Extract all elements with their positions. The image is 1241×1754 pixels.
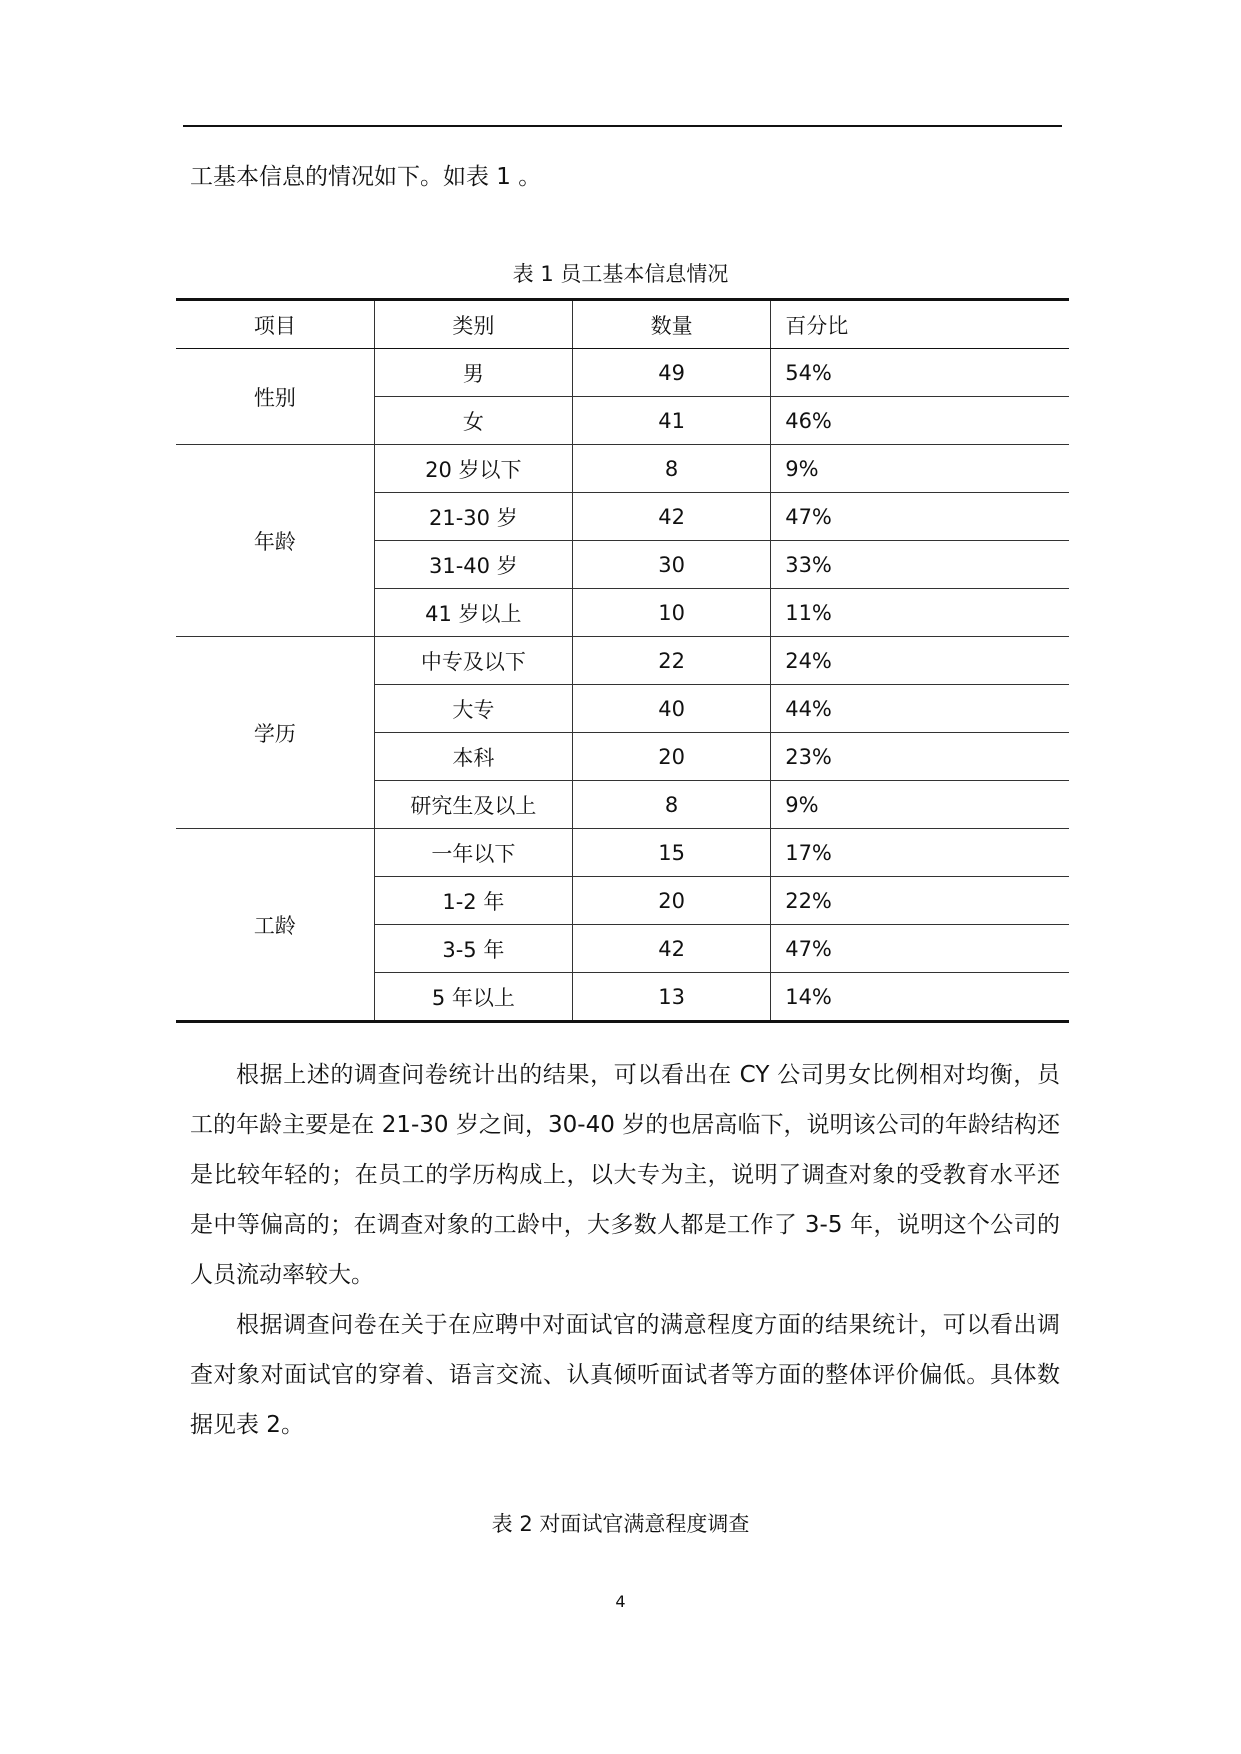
percent-cell: 9% (771, 445, 1069, 493)
percent-cell: 33% (771, 541, 1069, 589)
count-cell: 42 (572, 493, 770, 541)
percent-cell: 54% (771, 349, 1069, 397)
table2-caption: 表 2 对面试官满意程度调查 (491, 1512, 750, 1536)
table1-caption: 表 1 员工基本信息情况 (512, 262, 729, 286)
header-rule (183, 125, 1062, 127)
count-cell: 20 (572, 877, 770, 925)
percent-cell: 47% (771, 925, 1069, 973)
group-item-cell: 学历 (176, 637, 374, 829)
paragraph: 根据调查问卷在关于在应聘中对面试官的满意程度方面的结果统计，可以看出调查对象对面试官的穿着、语言交流、认真倾听面试者等方面的整体评价偏低。具体数据见表 2。 (190, 1312, 1060, 1438)
table-row (176, 349, 1069, 397)
count-cell: 8 (572, 445, 770, 493)
group-item-cell: 工龄 (176, 829, 374, 1022)
category-cell: 中专及以下 (374, 637, 572, 685)
category-cell: 3-5 年 (374, 925, 572, 973)
count-cell: 42 (572, 925, 770, 973)
category-cell: 研究生及以上 (374, 781, 572, 829)
page-number: 4 (615, 1592, 626, 1611)
group-item-cell: 年龄 (176, 445, 374, 637)
group-item-cell: 性别 (176, 349, 374, 445)
percent-cell: 47% (771, 493, 1069, 541)
percent-cell: 9% (771, 781, 1069, 829)
count-cell: 41 (572, 397, 770, 445)
table-row (176, 637, 1069, 685)
percent-cell: 44% (771, 685, 1069, 733)
category-cell: 一年以下 (374, 829, 572, 877)
count-cell: 49 (572, 349, 770, 397)
category-cell: 31-40 岁 (374, 541, 572, 589)
count-cell: 8 (572, 781, 770, 829)
intro-line: 工基本信息的情况如下。如表 1 。 (190, 164, 542, 190)
count-cell: 13 (572, 973, 770, 1022)
category-cell: 20 岁以下 (374, 445, 572, 493)
paragraph: 根据上述的调查问卷统计出的结果，可以看出在 CY 公司男女比例相对均衡，员工的年龄主要是在 21-30 岁之间，30-40 岁的也居高临下，说明该公司的年龄结构还是比较年轻的；在员工的学历构成上，以大专为主，说明了调查对象的受教育水平还是中等偏高的；在调查对象的工龄中，大多数人都是工作了 3-5 年，说明这个公司的人员流动率较大。 (190, 1062, 1060, 1288)
count-cell: 30 (572, 541, 770, 589)
header-category: 类别 (374, 300, 572, 349)
percent-cell: 11% (771, 589, 1069, 637)
percent-cell: 23% (771, 733, 1069, 781)
percent-cell: 46% (771, 397, 1069, 445)
employee-info-table (176, 298, 1069, 1023)
header-percent: 百分比 (771, 300, 1069, 349)
table-row (176, 445, 1069, 493)
count-cell: 40 (572, 685, 770, 733)
category-cell: 本科 (374, 733, 572, 781)
percent-cell: 14% (771, 973, 1069, 1022)
body-text (190, 1050, 1060, 1450)
category-cell: 男 (374, 349, 572, 397)
category-cell: 大专 (374, 685, 572, 733)
count-cell: 22 (572, 637, 770, 685)
count-cell: 15 (572, 829, 770, 877)
category-cell: 21-30 岁 (374, 493, 572, 541)
count-cell: 10 (572, 589, 770, 637)
table-header-row (176, 300, 1069, 349)
category-cell: 女 (374, 397, 572, 445)
header-count: 数量 (572, 300, 770, 349)
count-cell: 20 (572, 733, 770, 781)
header-item: 项目 (176, 300, 374, 349)
percent-cell: 22% (771, 877, 1069, 925)
table-body (176, 349, 1069, 1022)
percent-cell: 24% (771, 637, 1069, 685)
table-row (176, 829, 1069, 877)
percent-cell: 17% (771, 829, 1069, 877)
category-cell: 1-2 年 (374, 877, 572, 925)
category-cell: 41 岁以上 (374, 589, 572, 637)
category-cell: 5 年以上 (374, 973, 572, 1022)
